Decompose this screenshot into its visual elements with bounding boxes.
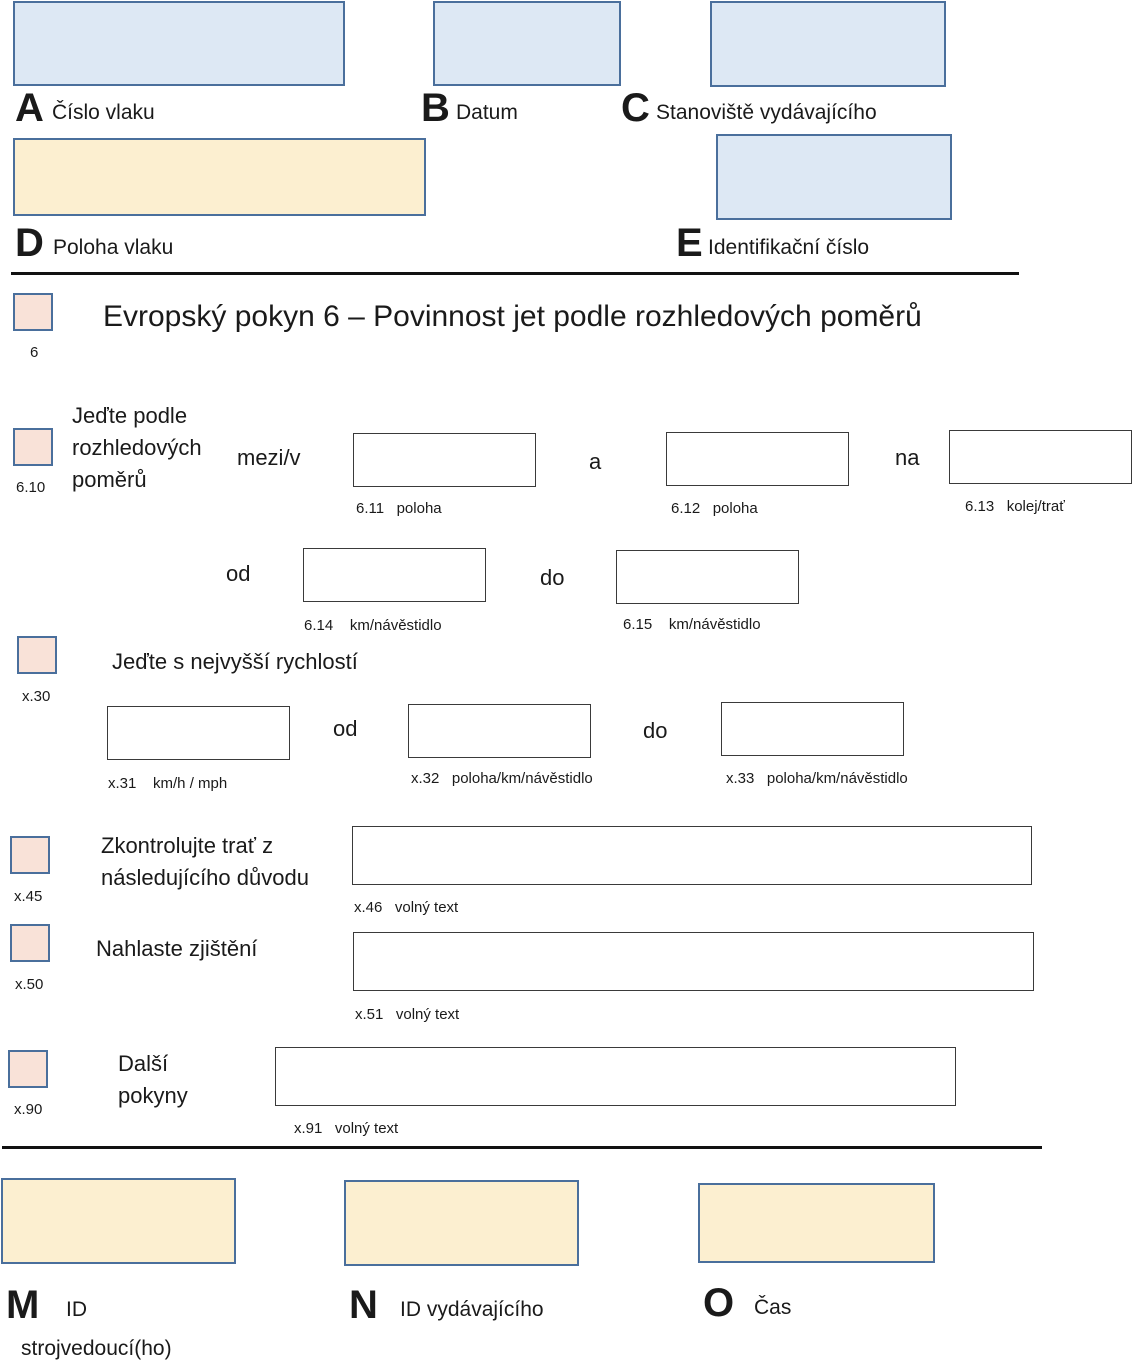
section-6-10-label-line2: rozhledových	[72, 435, 202, 460]
section-x45-label-line1: Zkontrolujte trať z	[101, 833, 274, 858]
speed-x31-field[interactable]	[107, 706, 290, 760]
section-x45-label-line2: následujícího důvodu	[101, 865, 309, 890]
section-x90-checkbox[interactable]	[8, 1050, 48, 1088]
x30-from-label: od	[333, 716, 358, 741]
free-text-x46-field[interactable]	[352, 826, 1032, 885]
position-x33-field[interactable]	[721, 702, 904, 756]
field-letter-a: A	[15, 86, 44, 130]
date-field[interactable]	[433, 1, 621, 86]
free-text-x51-caption: x.51 volný text	[355, 1006, 460, 1023]
free-text-x51-field[interactable]	[353, 932, 1034, 991]
from-label: od	[226, 561, 251, 586]
section-6-10-checkbox[interactable]	[13, 428, 53, 466]
section-x50-label: Nahlaste zjištění	[96, 936, 258, 961]
top-divider	[11, 272, 1019, 275]
issuer-id-label: ID vydávajícího	[400, 1298, 544, 1321]
section-x45-checkbox[interactable]	[10, 836, 50, 874]
driver-id-field[interactable]	[1, 1178, 236, 1264]
section-x30-label: Jeďte s nejvyšší rychlostí	[112, 649, 358, 674]
identification-number-field[interactable]	[716, 134, 952, 220]
issuer-id-field[interactable]	[344, 1180, 579, 1266]
to-label: do	[540, 565, 565, 590]
section-x90-code: x.90	[14, 1101, 43, 1118]
km-signal-6-14-field[interactable]	[303, 548, 486, 602]
instruction-6-code: 6	[30, 344, 39, 361]
issuer-location-field[interactable]	[710, 1, 946, 87]
position-6-11-field[interactable]	[353, 433, 536, 487]
issuer-location-label: Stanoviště vydávajícího	[656, 101, 877, 124]
and-label: a	[589, 449, 602, 474]
driver-id-label-line2: strojvedoucí(ho)	[21, 1337, 172, 1360]
section-x30-checkbox[interactable]	[17, 636, 57, 674]
instruction-6-checkbox[interactable]	[13, 293, 53, 331]
x30-to-label: do	[643, 718, 668, 743]
train-position-field[interactable]	[13, 138, 426, 216]
position-6-11-caption: 6.11 poloha	[356, 500, 442, 517]
position-6-12-caption: 6.12 poloha	[671, 500, 758, 517]
between-label: mezi/v	[237, 445, 301, 470]
section-6-10-code: 6.10	[16, 479, 46, 496]
section-x30-code: x.30	[22, 688, 51, 705]
position-x32-field[interactable]	[408, 704, 591, 758]
position-6-12-field[interactable]	[666, 432, 849, 486]
track-6-13-caption: 6.13 kolej/trať	[965, 498, 1065, 515]
section-6-10-label-line1: Jeďte podle	[72, 403, 188, 428]
driver-id-label-line1: ID	[66, 1298, 87, 1321]
identification-number-label: Identifikační číslo	[708, 236, 870, 259]
km-signal-6-15-caption: 6.15 km/návěstidlo	[623, 616, 761, 633]
section-x90-label-line2: pokyny	[118, 1083, 188, 1108]
field-letter-m: M	[6, 1283, 40, 1327]
on-label: na	[895, 445, 920, 470]
km-signal-6-15-field[interactable]	[616, 550, 799, 604]
field-letter-o: O	[703, 1281, 735, 1325]
section-x45-code: x.45	[14, 888, 43, 905]
track-6-13-field[interactable]	[949, 430, 1132, 484]
time-label: Čas	[754, 1296, 792, 1319]
section-x50-checkbox[interactable]	[10, 924, 50, 962]
field-letter-c: C	[621, 86, 650, 130]
section-6-10-label-line3: poměrů	[72, 467, 147, 492]
train-number-field[interactable]	[13, 1, 345, 86]
field-letter-n: N	[349, 1283, 378, 1327]
position-x33-caption: x.33 poloha/km/návěstidlo	[726, 770, 908, 787]
speed-x31-caption: x.31 km/h / mph	[108, 775, 228, 792]
instruction-title: Evropský pokyn 6 – Povinnost jet podle rozhledových poměrů	[103, 300, 922, 333]
bottom-divider	[2, 1146, 1042, 1149]
km-signal-6-14-caption: 6.14 km/návěstidlo	[304, 617, 442, 634]
date-label: Datum	[456, 101, 518, 124]
train-position-label: Poloha vlaku	[53, 236, 174, 259]
position-x32-caption: x.32 poloha/km/návěstidlo	[411, 770, 593, 787]
time-field[interactable]	[698, 1183, 935, 1263]
section-x50-code: x.50	[15, 976, 44, 993]
field-letter-d: D	[15, 221, 44, 265]
section-x90-label-line1: Další	[118, 1051, 169, 1076]
field-letter-e: E	[676, 221, 703, 265]
free-text-x46-caption: x.46 volný text	[354, 899, 459, 916]
train-number-label: Číslo vlaku	[52, 101, 155, 124]
free-text-x91-caption: x.91 volný text	[294, 1120, 399, 1137]
free-text-x91-field[interactable]	[275, 1047, 956, 1106]
field-letter-b: B	[421, 86, 450, 130]
